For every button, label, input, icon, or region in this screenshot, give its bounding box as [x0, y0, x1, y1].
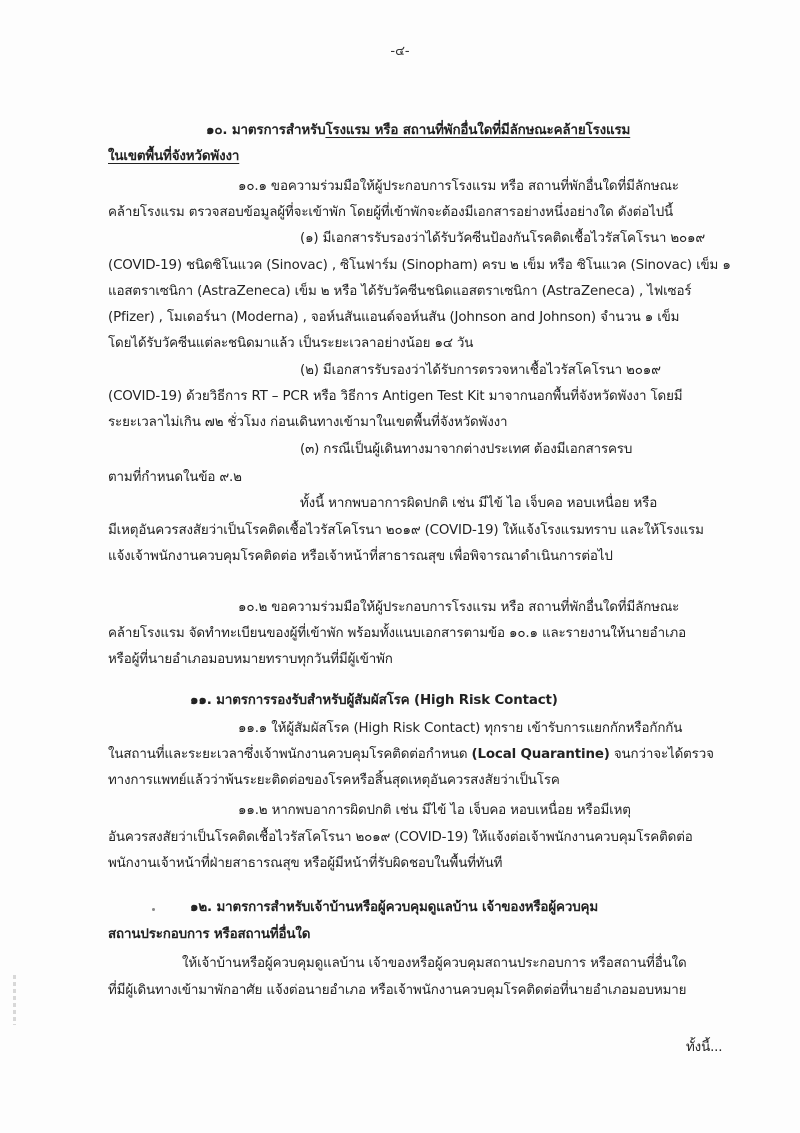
item-11-1-line3: ทางการแพทย์แล้วว่าพ้นระยะติดต่อของโรคหรือสิ้นสุดเหตุอันควรสงสัยว่าเป็นโรค — [108, 773, 560, 788]
item-10-1-sub1-line5: โดยได้รับวัคซีนแต่ละชนิดมาแล้ว เป็นระยะเวลาอย่างน้อย ๑๔ วัน — [108, 336, 474, 351]
item-10-1-sub1-line1: (๑) มีเอกสารรับรองว่าได้รับวัคซีนป้องกันโรคติดเชื้อไวรัสโคโรนา ๒๐๑๙ — [300, 231, 706, 246]
section-12-heading-line2: สถานประกอบการ หรือสถานที่อื่นใด — [108, 927, 311, 942]
item-10-1-sub2-line1: (๒) มีเอกสารรับรองว่าได้รับการตรวจหาเชื้อไวรัสโคโรนา ๒๐๑๙ — [300, 363, 661, 378]
section-12-body-line1: ให้เจ้าบ้านหรือผู้ควบคุมดูแลบ้าน เจ้าของหรือผู้ควบคุมสถานประกอบการ หรือสถานที่อื่นใด — [182, 956, 687, 971]
item-10-1-note-line1: ทั้งนี้ หากพบอาการผิดปกติ เช่น มีไข้ ไอ เจ็บคอ หอบเหนื่อย หรือ — [300, 496, 658, 511]
scan-artifact-dot — [152, 908, 155, 911]
page-number: -๔- — [390, 44, 410, 59]
item-10-1-line1: ๑๐.๑ ขอความร่วมมือให้ผู้ประกอบการโรงแรม หรือ สถานที่พักอื่นใดที่มีลักษณะ — [238, 179, 679, 194]
item-10-1-note-line3: แจ้งเจ้าพนักงานควบคุมโรคติดต่อ หรือเจ้าหน้าที่สาธารณสุข เพื่อพิจารณาดำเนินการต่อไป — [108, 549, 613, 564]
section-10-heading-prefix: ๑๐. มาตรการสำหรับ — [206, 123, 326, 138]
continuation-text: ทั้งนี้... — [686, 1040, 723, 1055]
item-11-2-line2: อันควรสงสัยว่าเป็นโรคติดเชื้อไวรัสโคโรนา ๒๐๑๙ (COVID-19) ให้แจ้งต่อเจ้าพนักงานควบคุมโรคติดต่อ — [108, 830, 693, 845]
item-10-1-note-line2: มีเหตุอันควรสงสัยว่าเป็นโรคติดเชื้อไวรัสโคโรนา ๒๐๑๙ (COVID-19) ให้แจ้งโรงแรมทราบ และให้โรงแรม — [108, 523, 704, 538]
item-10-1-sub3-line2: ตามที่กำหนดในข้อ ๙.๒ — [108, 470, 242, 485]
item-11-1-line1: ๑๑.๑ ให้ผู้สัมผัสโรค (High Risk Contact) ทุกราย เข้ารับการแยกกักหรือกักกัน — [238, 721, 683, 736]
item-11-2-line3: พนักงานเจ้าหน้าที่ฝ่ายสาธารณสุข หรือผู้มีหน้าที่รับผิดชอบในพื้นที่ทันที — [108, 856, 503, 871]
item-11-1-line2-a: ในสถานที่และระยะเวลาซึ่งเจ้าพนักงานควบคุมโรคติดต่อกำหนด — [108, 747, 472, 762]
item-10-2-line1: ๑๐.๒ ขอความร่วมมือให้ผู้ประกอบการโรงแรม หรือ สถานที่พักอื่นใดที่มีลักษณะ — [238, 600, 680, 615]
scan-artifact-margin — [13, 975, 16, 1025]
item-10-2-line2: คล้ายโรงแรม จัดทำทะเบียนของผู้ที่เข้าพัก พร้อมทั้งแนบเอกสารตามข้อ ๑๐.๑ และรายงานให้นายอำเภอ — [108, 626, 686, 641]
section-12-body-line2: ที่มีผู้เดินทางเข้ามาพักอาศัย แจ้งต่อนายอำเภอ หรือเจ้าพนักงานควบคุมโรคติดต่อที่นายอำเภอมอบหมาย — [108, 983, 687, 998]
item-10-1-sub1-line4: (Pfizer) , โมเดอร์นา (Moderna) , จอห์นสันแอนด์จอห์นสัน (Johnson and Johnson) จำนวน ๑ เข็ม — [108, 310, 680, 325]
section-10-heading-line2: ในเขตพื้นที่จังหวัดพังงา — [108, 149, 240, 164]
section-10-heading-underlined: โรงแรม หรือ สถานที่พักอื่นใดที่มีลักษณะคล้ายโรงแรม — [325, 123, 631, 138]
item-10-1-sub1-line3: แอสตราเซนิกา (AstraZeneca) เข็ม ๒ หรือ ได้รับวัคซีนชนิดแอสตราเซนิกา (AstraZeneca) , ไฟเซอร์ — [108, 284, 692, 299]
item-11-2-line1: ๑๑.๒ หากพบอาการผิดปกติ เช่น มีไข้ ไอ เจ็บคอ หอบเหนื่อย หรือมีเหตุ — [238, 803, 631, 818]
local-quarantine-term: (Local Quarantine) — [471, 747, 610, 762]
item-10-1-line2: คล้ายโรงแรม ตรวจสอบข้อมูลผู้ที่จะเข้าพัก โดยผู้ที่เข้าพักจะต้องมีเอกสารอย่างหนึ่งอย่างใด ดังต่อไปนี้ — [108, 205, 674, 220]
item-10-1-sub2-line3: ระยะเวลาไม่เกิน ๗๒ ชั่วโมง ก่อนเดินทางเข้ามาในเขตพื้นที่จังหวัดพังงา — [108, 415, 508, 430]
section-10-heading — [206, 121, 630, 141]
section-11-heading: ๑๑. มาตรการรองรับสำหรับผู้สัมผัสโรค (High Risk Contact) — [190, 693, 558, 708]
item-10-2-line3: หรือผู้ที่นายอำเภอมอบหมายทราบทุกวันที่มีผู้เข้าพัก — [108, 652, 393, 667]
item-10-1-sub2-line2: (COVID-19) ด้วยวิธีการ RT – PCR หรือ วิธีการ Antigen Test Kit มาจากนอกพื้นที่จังหวัดพังงา โดยมี — [108, 389, 683, 404]
item-10-1-sub3-line1: (๓) กรณีเป็นผู้เดินทางมาจากต่างประเทศ ต้องมีเอกสารครบ — [300, 442, 633, 457]
item-10-1-sub1-line2: (COVID-19) ชนิดซิโนแวค (Sinovac) , ซิโนฟาร์ม (Sinopham) ครบ ๒ เข็ม หรือ ซิโนแวค (Sinovac) เข็ม ๑ — [108, 258, 731, 273]
section-12-heading-line1: ๑๒. มาตรการสำหรับเจ้าบ้านหรือผู้ควบคุมดูแลบ้าน เจ้าของหรือผู้ควบคุม — [190, 900, 599, 915]
item-11-1-line2 — [108, 745, 714, 765]
item-11-1-line2-b: จนกว่าจะได้ตรวจ — [609, 747, 714, 762]
